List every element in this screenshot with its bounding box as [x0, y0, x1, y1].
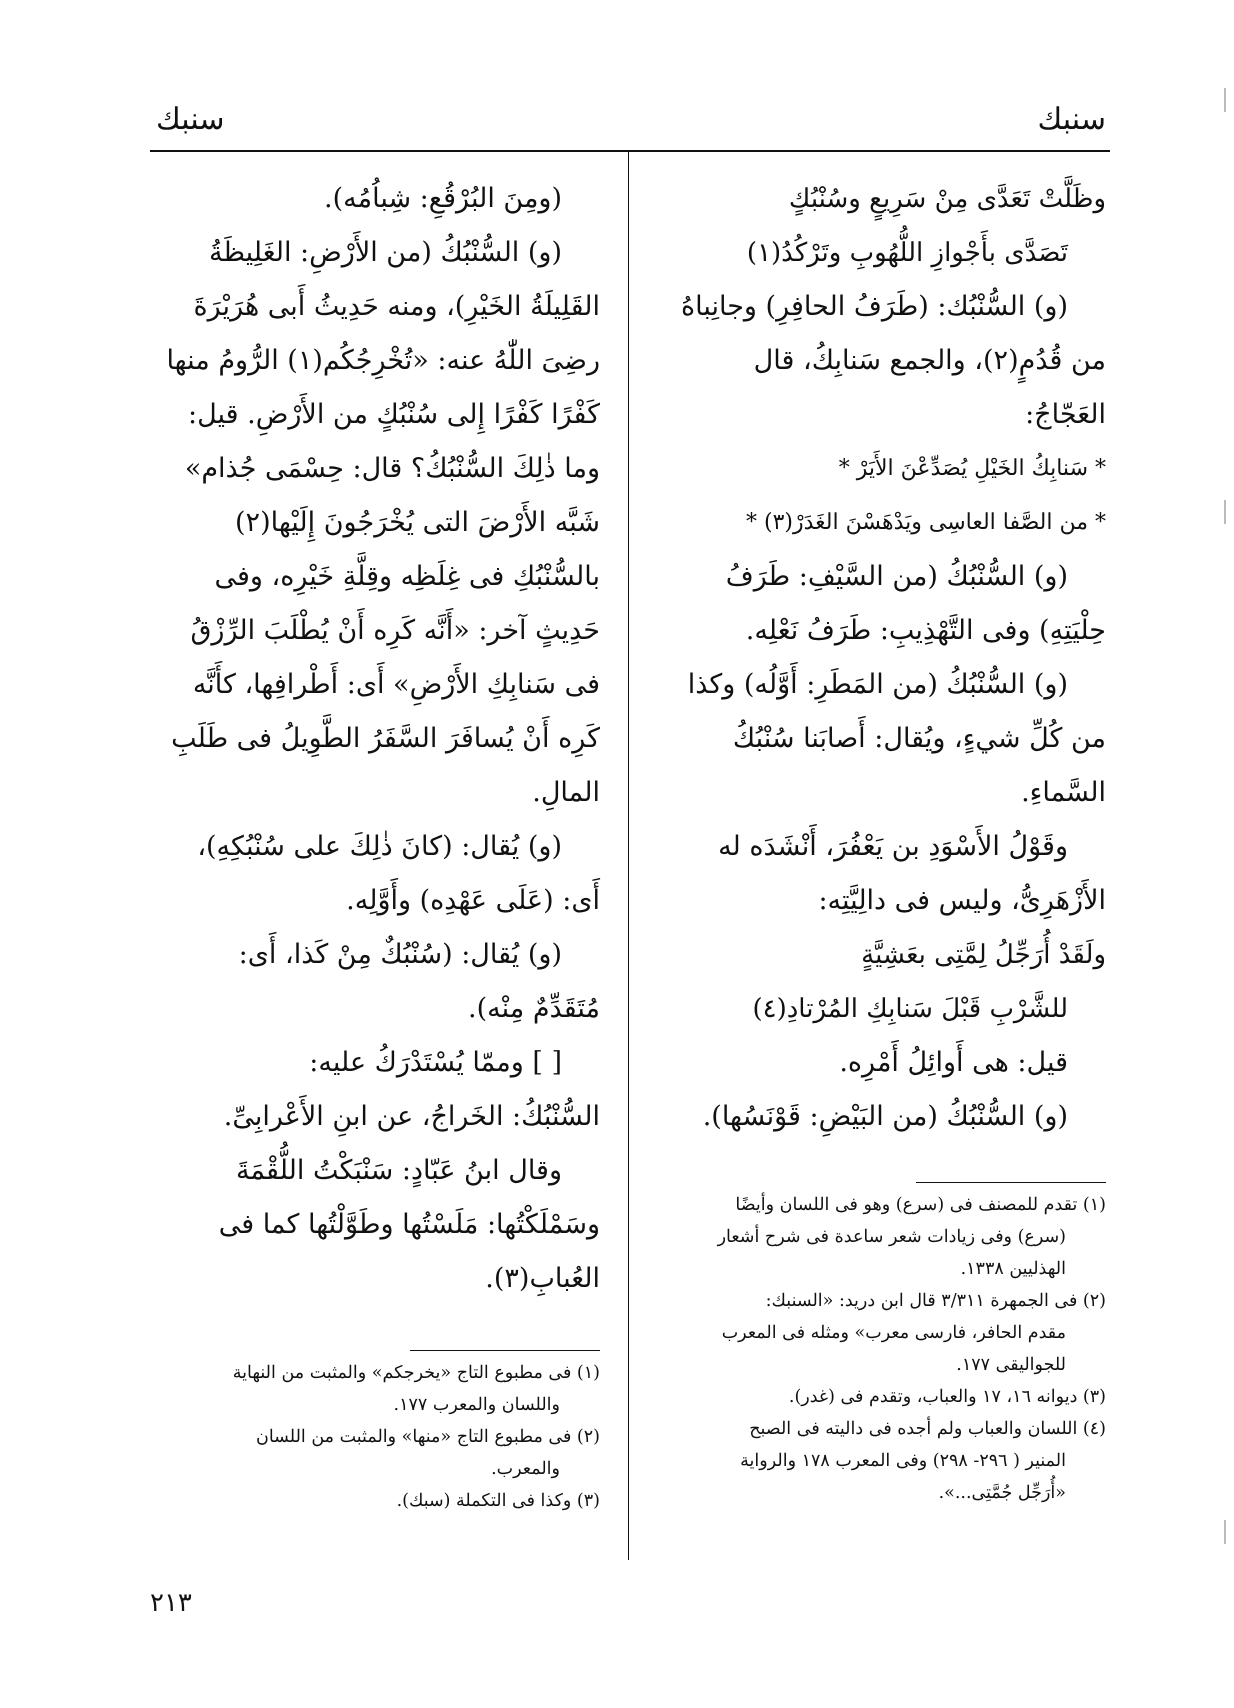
footnote-line: (سرع) وفى زيادات شعر ساعدة فى شرح أشعار: [717, 1227, 1066, 1247]
right-column-text: [644, 172, 1106, 1144]
text-line: [ ] وممّا يُسْتَدْرَكُ عليه:: [309, 1047, 562, 1078]
footnote-line: واللسان والمعرب ١٧٧.: [393, 1395, 560, 1415]
running-head-left: سنبك: [156, 102, 225, 137]
header-rule: [150, 150, 1110, 152]
right-column: [644, 172, 1106, 1509]
text-line: (و) السُّنْبُكُ (من السَّيْفِ: طَرَفُ: [725, 561, 1068, 592]
text-line: فى سَنابِكِ الأَرْضِ» أَى: أَطْرافِها، كأَنَّه: [192, 669, 600, 700]
text-line: حَدِيثٍ آخر: «أَنَّه كَرِه أَنْ يُطْلَبَ الرِّزْقُ: [190, 615, 600, 646]
footnote-line: (١) فى مطبوع التاج «يخرجكم» والمثبت من النهاية: [232, 1363, 600, 1383]
left-footnote-rule: [410, 1350, 600, 1351]
text-line: السُّنْبُكُ: الخَراجُ، عن ابنِ الأَعْرابِىِّ.: [223, 1101, 600, 1132]
text-line: العَجّاجُ:: [1025, 399, 1106, 430]
footnote-line: (٣) وكذا فى التكملة (سبك).: [396, 1491, 600, 1511]
edge-mark: [1224, 88, 1226, 112]
column-divider: [628, 152, 629, 1560]
text-line: وما ذٰلِكَ السُّنْبُكُ؟ قال: حِسْمَى جُذام»: [184, 453, 600, 484]
footnote-line: «أُرَجِّل جُمَّتِى...».: [938, 1483, 1066, 1503]
text-line: من قُدُمٍ(٢)، والجمع سَنابِكُ، قال: [753, 345, 1106, 376]
running-head-right: سنبك: [1037, 102, 1106, 137]
text-line: رضِىَ اللّٰهُ عنه: «تُخْرِجُكُم(١) الرُّومُ منها: [166, 345, 600, 376]
text-line: وظَلَّتْ تَعَدَّى مِنْ سَرِيعٍ وسُنْبُكٍ: [788, 184, 1106, 214]
text-line: (ومِنَ البُرْقُعِ: شِباُمُه).: [324, 183, 562, 214]
text-line: (و) السُّنْبُكُ (من البَيْضِ: قَوْنَسُها).: [702, 1101, 1068, 1132]
text-line: ولَقَدْ أُرَجِّلُ لِمَّتِى بعَشِيَّةٍ: [861, 940, 1106, 970]
footnote-line: (١) تقدم للمصنف فى (سرع) وهو فى اللسان وأيضًا: [735, 1195, 1106, 1215]
text-line: العُبابِ(٣).: [485, 1263, 600, 1294]
text-line: كَفْرًا كَفْرًا إِلى سُنْبُكٍ من الأَرْضِ. قيل:: [187, 399, 600, 430]
text-line: من كُلِّ شيءٍ، ويُقال: أَصابَنا سُنْبُكُ: [732, 723, 1106, 754]
text-line: (و) السُّنْبُكُ (من الأَرْضِ: الغَلِيظَةُ: [209, 237, 562, 268]
footnote-line: الهذليين ١٣٣٨.: [960, 1259, 1066, 1279]
text-line: الأَزْهَرِىُّ، وليس فى دالِيَّتِه:: [818, 885, 1106, 916]
footnote-line: (٣) ديوانه ١٦، ١٧ والعباب، وتقدم فى (غدر).: [788, 1387, 1106, 1407]
text-line: بالسُّنْبُكِ فى غِلَظِه وقِلَّةِ خَيْرِه، وفى: [214, 561, 600, 592]
text-line: كَرِه أَنْ يُسافَرَ السَّفَرُ الطَّوِيلُ فى طَلَبِ: [171, 723, 600, 754]
text-line: وقال ابنُ عَبّادٍ: سَنْبَكْتُ اللُّقْمَةَ: [235, 1155, 562, 1186]
text-line: (و) يُقال: (كانَ ذٰلِكَ على سُنْبُكِهِ)،: [197, 831, 562, 862]
footnote-line: والمعرب.: [491, 1459, 560, 1479]
right-footnote-rule: [916, 1182, 1106, 1183]
footnote-line: (٢) فى مطبوع التاج «منها» والمثبت من اللسان: [255, 1427, 600, 1447]
text-line: * من الصَّفا العاسِى ويَدْهَسْنَ الغَدَرْ(٣) *: [746, 510, 1106, 535]
text-line: السَّماءِ.: [1021, 777, 1106, 808]
text-line: * سَنابِكُ الخَيْلِ يُصَدِّعْنَ الأَيَرْ *: [838, 456, 1106, 481]
text-line: (و) السُّنْبُك: (طَرَفُ الحافِرِ) وجانِباهُ: [680, 291, 1068, 322]
text-line: وقَوْلُ الأَسْوَدِ بن يَعْفُرَ، أَنْشَدَه له: [718, 831, 1068, 862]
text-line: حِلْيَتِهِ) وفى التَّهْذِيبِ: طَرَفُ نَعْلِه.: [745, 615, 1106, 646]
footnote-line: مقدم الحافر، فارسى معرب» ومثله فى المعرب: [721, 1323, 1066, 1343]
text-line: قيل: هى أَوائِلُ أَمْرِه.: [839, 1047, 1068, 1078]
text-line: المالِ.: [532, 777, 600, 808]
text-line: القَلِيلَةُ الخَيْرِ)، ومنه حَدِيثُ أَبى هُرَيْرَةَ: [193, 291, 600, 322]
text-line: (و) يُقال: (سُنْبُكٌ مِنْ كَذا، أَى:: [238, 939, 562, 970]
footnote-line: المنير ( ٢٩٦- ٢٩٨) وفى المعرب ١٧٨ والرواية: [740, 1451, 1066, 1471]
footnote-line: (٤) اللسان والعباب ولم أجده فى داليته فى الصبح: [749, 1419, 1106, 1439]
text-line: للشَّرْبِ قَبْلَ سَنابِكِ المُرْتادِ(٤): [752, 994, 1068, 1024]
left-footnotes: [150, 1357, 600, 1517]
footnote-line: (٢) فى الجمهرة ٣/٣١١ قال ابن دريد: «السنبك:: [765, 1291, 1106, 1311]
text-line: (و) السُّنْبُكُ (من المَطَرِ: أَوَّلُه) وكذا: [687, 669, 1068, 700]
text-line: شَبَّه الأَرْضَ التى يُخْرَجُونَ إِلَيْها(٢): [235, 507, 600, 538]
edge-mark: [1224, 1520, 1226, 1544]
left-column-text: [150, 172, 600, 1306]
text-line: تَصَدَّى بأَجْوازِ اللُّهُوبِ وتَرْكُدُ(١): [746, 238, 1068, 268]
footnote-line: للجواليقى ١٧٧.: [956, 1355, 1066, 1375]
text-line: أَى: (عَلَى عَهْدِه) وأَوَّلِه.: [346, 885, 600, 916]
left-column: [150, 172, 600, 1517]
right-footnotes: [644, 1189, 1106, 1509]
text-line: وسَمْلَكْتُها: مَلَسْتُها وطَوَّلْتُها كما فى: [218, 1209, 600, 1240]
page-number: ٢١٣: [150, 1588, 192, 1618]
text-line: مُتَقَدِّمٌ مِنْه).: [468, 993, 600, 1024]
edge-mark: [1224, 500, 1226, 524]
